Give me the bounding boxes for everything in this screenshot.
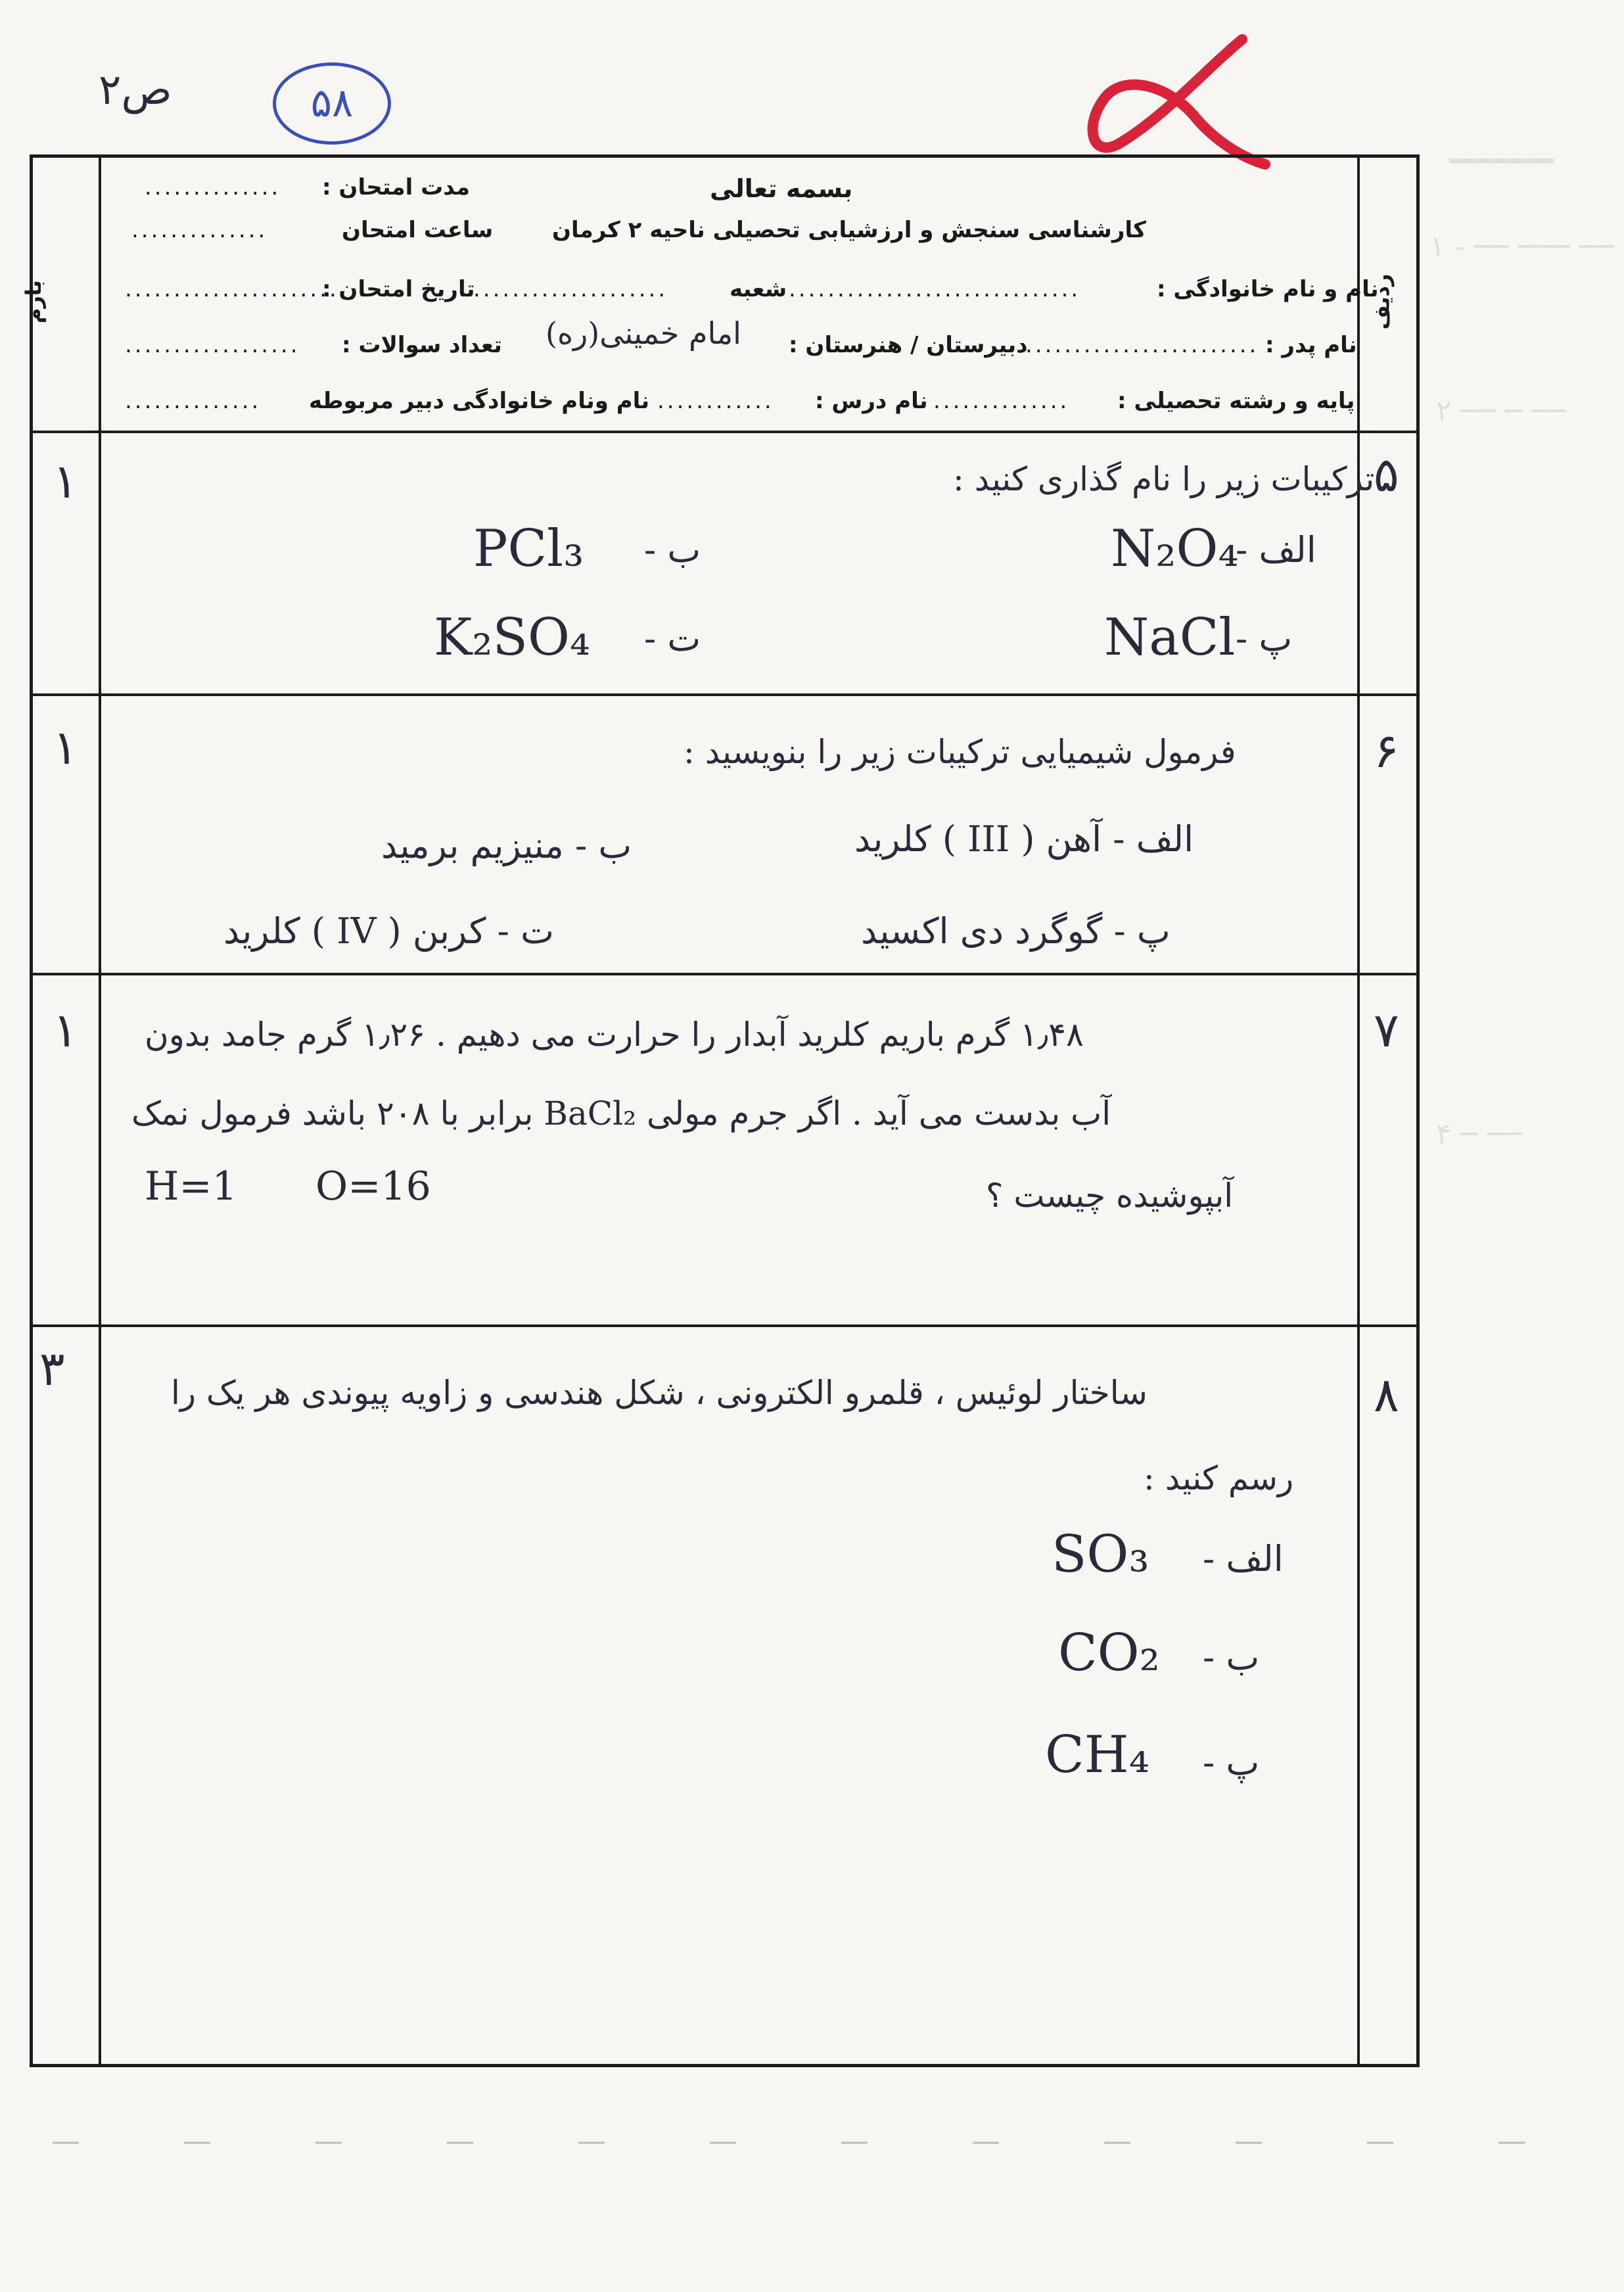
grade-label: پایه و رشته تحصیلی : [1117,388,1355,414]
question-line-2: آب بدست می آید . اگر جرم مولی BaCl₂ برابر با ۲۰۸ باشد فرمول نمک [131,1094,1111,1133]
item-label: پ - [1203,1742,1260,1783]
hint-hydrogen: H=1 [145,1163,237,1209]
father-name-value: ........................ [1025,332,1259,358]
item-label: پ - گوگرد دی اکسید [861,910,1171,952]
item-formula: CO₂ [1058,1624,1160,1683]
course-value: ............ [657,388,774,414]
row-divider-7 [30,1324,1420,1327]
score-column-label: بارم [20,280,46,323]
name-label: نام و نام خانوادگی : [1157,276,1379,302]
exam-time-label: ساعت امتحان [342,217,494,243]
father-name-label: نام پدر : [1265,332,1357,358]
item-formula: SO₃ [1052,1525,1149,1584]
question-score: ۳ [39,1341,65,1396]
duration-label: مدت امتحان : [322,174,471,200]
item-label: ب - منیزیم برمید [381,825,632,866]
question-score: ۱ [53,1002,78,1058]
bleed-through-strip: ━━━━━━ ۱ - ── ─── ── ۲ ── ─ ── ۴ ─ ── [1429,145,1614,1151]
question-number: ۵ [1374,447,1399,502]
exam-date-value: ...................... [125,276,339,302]
question-score: ۱ [53,720,78,775]
question-count-value: .................. [125,332,300,358]
question-number: ۶ [1374,723,1399,778]
exam-time-value: .............. [131,217,268,243]
row-divider-5 [30,693,1420,696]
question-line-3: آبپوشیده چیست ؟ [986,1177,1234,1215]
basmala: بسمه تعالی [710,174,853,203]
branch-label: شعبه [730,276,787,302]
branch-value: .................... [473,276,668,302]
scan-edge-line [0,2136,1624,2149]
item-formula: PCl₃ [473,519,584,578]
item-label: ب - [644,529,701,571]
grade-value: .............. [933,388,1070,414]
item-label: الف - آهن ( III ) کلرید [854,818,1194,860]
question-line-1: ۱٫۴۸ گرم باریم کلرید آبدار را حرارت می دهیم . ۱٫۲۶ گرم جامد بدون [145,1016,1084,1054]
question-number: ۷ [1374,1002,1399,1058]
school-value: امام خمینی(ره) [545,316,741,351]
teacher-label: نام ونام خانوادگی دبیر مربوطه [309,388,650,414]
question-count-label: تعداد سوالات : [342,332,502,358]
page-number-note: ص۲ [99,66,172,114]
question-line-1: ساختار لوئیس ، قلمرو الکترونی ، شکل هندسی و زاویه پیوندی هر یک را [171,1374,1148,1412]
duration-value: .............. [145,174,281,200]
item-label: ت - کربن ( IV ) کلرید [223,910,554,952]
question-number: ۸ [1374,1367,1399,1422]
item-formula: K₂SO₄ [434,608,591,667]
question-text: ترکیبات زیر را نام گذاری کنید : [953,460,1375,498]
item-formula: CH₄ [1045,1725,1149,1785]
exam-date-label: تاریخ امتحان : [322,276,475,302]
row-column-divider [1357,154,1360,2067]
item-label: ب - [1203,1637,1260,1678]
score-circle: ۵۸ [273,62,391,145]
item-formula: N₂O₄ [1111,519,1239,578]
question-text: فرمول شیمیایی ترکیبات زیر را بنویسید : [684,733,1236,771]
question-line-2: رسم کنید : [1144,1459,1294,1497]
course-label: نام درس : [815,388,928,414]
item-label: الف - [1203,1538,1284,1579]
name-value: .............................. [789,276,1081,302]
row-column-label: ردیف [1369,273,1395,330]
item-label: الف - [1236,529,1316,571]
question-score: ۱ [53,454,78,509]
teacher-value: .............. [125,388,262,414]
organization: کارشناسی سنجش و ارزشیابی تحصیلی ناحیه ۲ کرمان [552,217,1146,243]
hint-oxygen: O=16 [315,1163,431,1209]
item-label: پ - [1236,618,1293,659]
school-label: دبیرستان / هنرستان : [789,332,1028,358]
item-formula: NaCl [1104,608,1236,667]
row-divider-6 [30,973,1420,975]
header-divider [30,431,1420,433]
score-column-divider [99,154,101,2067]
item-label: ت - [644,618,701,659]
